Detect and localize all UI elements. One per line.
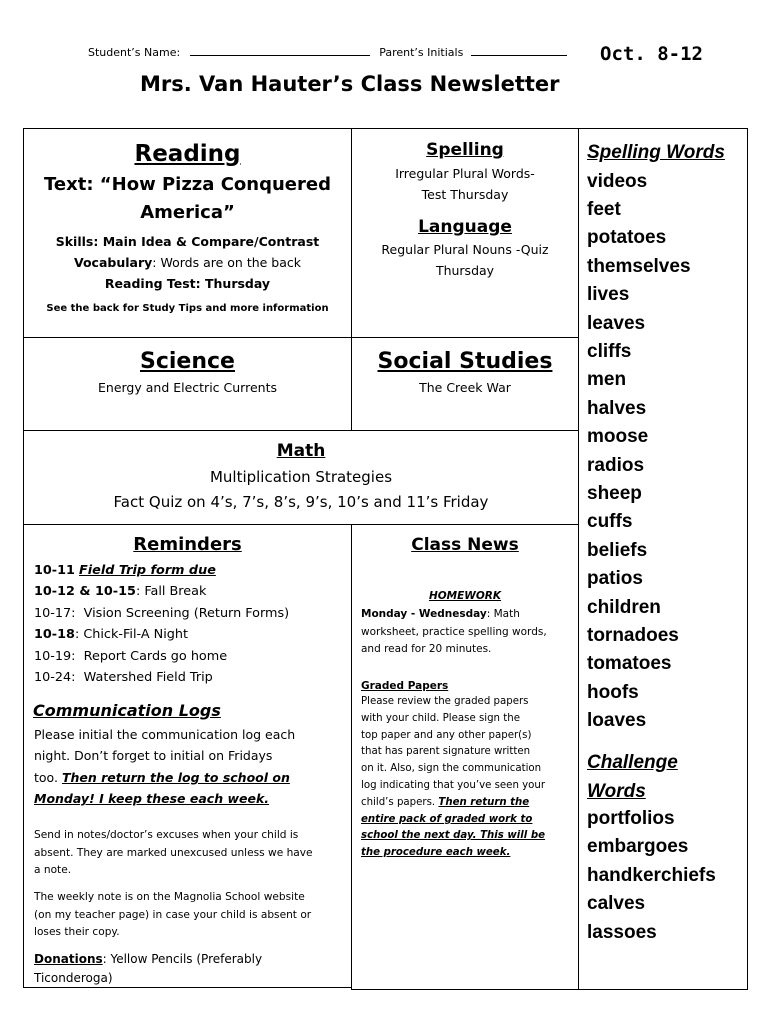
spelling-word: tomatoes — [587, 653, 672, 675]
reminder-item — [34, 624, 349, 645]
parent-initials-label: Parent’s Initials — [379, 46, 464, 59]
donations-line2: Ticonderoga) — [34, 971, 113, 985]
spelling-line2: Test Thursday — [421, 187, 509, 202]
student-name-label: Student’s Name: — [88, 46, 181, 59]
spelling-word: tornadoes — [587, 625, 679, 646]
graded-line: log indicating that you’ve seen your — [361, 779, 546, 791]
homework-line: worksheet, practice spelling words, — [361, 625, 547, 638]
math-heading: Math — [276, 441, 326, 461]
reminders-heading: Reminders — [133, 534, 242, 555]
graded-line — [361, 795, 575, 812]
reminder-text: Vision Screening (Return Forms) — [83, 605, 290, 621]
excuse-line: absent. They are marked unexcused unless we have — [34, 846, 313, 859]
reading-skills: Skills: Main Idea & Compare/Contrast — [55, 234, 320, 249]
challenge-word: lassoes — [587, 921, 657, 943]
reminder-text: : Chick-Fil-A Night — [74, 627, 189, 643]
spelling-word: feet — [587, 198, 621, 220]
challenge-word: calves — [587, 893, 646, 915]
homework-line — [361, 606, 575, 624]
reading-test: Reading Test: Thursday — [104, 276, 271, 291]
communication-logs-heading: Communication Logs — [33, 701, 221, 720]
graded-line: the procedure each week. — [361, 847, 511, 859]
spelling-heading: Spelling — [426, 140, 504, 160]
challenge-heading-line1: Challenge — [587, 752, 678, 773]
graded-line: with your child. Please sign the — [361, 712, 520, 724]
reminder-date: 10-19: — [34, 648, 76, 664]
reading-heading: Reading — [134, 141, 241, 167]
donations-text: : Yellow Pencils (Preferably — [102, 952, 263, 966]
social-studies-content — [351, 346, 579, 398]
vocabulary-label: Vocabulary — [73, 255, 153, 270]
challenge-word: handkerchiefs — [587, 864, 716, 886]
science-content — [23, 346, 352, 398]
graded-line-part: child’s papers. — [361, 796, 439, 808]
math-content — [23, 439, 579, 515]
challenge-word: embargoes — [587, 836, 689, 858]
challenge-words-heading — [587, 748, 678, 806]
student-name-row — [88, 46, 567, 59]
spelling-line1: Irregular Plural Words- — [395, 166, 535, 181]
graded-line: that has parent signature written — [361, 746, 531, 758]
homework-line-part: : Math — [486, 608, 520, 620]
graded-line: on it. Also, sign the communication — [361, 763, 542, 775]
language-heading: Language — [418, 217, 512, 237]
spelling-word: moose — [587, 426, 649, 448]
donations-line — [34, 950, 350, 969]
comm-line: Monday! I keep these each week. — [34, 791, 270, 807]
excuse-text — [34, 827, 350, 880]
donations — [34, 950, 350, 986]
weekly-note-text — [34, 889, 350, 942]
challenge-heading-line2: Words — [587, 781, 646, 802]
reminders-list — [34, 560, 349, 688]
spelling-word: lives — [587, 284, 630, 306]
reminder-item — [34, 581, 349, 602]
weekly-line: loses their copy. — [34, 926, 120, 938]
spelling-content — [351, 138, 579, 281]
homework-days: Monday - Wednesday — [361, 608, 487, 620]
spelling-word: cuffs — [587, 511, 633, 533]
reminder-text: : Fall Break — [135, 584, 207, 600]
donations-label: Donations — [34, 952, 103, 966]
challenge-word: portfolios — [587, 808, 675, 829]
spelling-word: children — [587, 596, 661, 618]
reminder-item — [34, 603, 349, 624]
spelling-word: potatoes — [587, 227, 667, 249]
spelling-word: halves — [587, 397, 647, 419]
reminder-text: Field Trip form due — [79, 563, 216, 578]
class-news-heading: Class News — [411, 535, 519, 555]
reading-content — [23, 138, 352, 317]
challenge-word-list — [587, 805, 716, 947]
science-text: Energy and Electric Currents — [98, 380, 277, 395]
graded-line: Please review the graded papers — [361, 696, 529, 707]
spelling-word: leaves — [587, 312, 646, 334]
homework-heading: HOMEWORK — [428, 590, 502, 602]
graded-line: school the next day. This will be — [361, 830, 546, 842]
spelling-word-list — [587, 168, 691, 736]
graded-papers-text — [361, 694, 575, 862]
spelling-word: beliefs — [587, 539, 648, 561]
reminder-date: 10-12 & 10-15 — [34, 584, 136, 600]
spelling-word: hoofs — [587, 681, 639, 703]
spelling-word: cliffs — [587, 340, 632, 362]
spelling-word: sheep — [587, 482, 642, 504]
math-line2: Fact Quiz on 4’s, 7’s, 8’s, 9’s, 10’s and 11’s Friday — [113, 493, 489, 511]
graded-line-emphasis: Then return the — [438, 796, 530, 808]
weekly-line: (on my teacher page) in case your child is absent or — [34, 908, 312, 921]
student-name-blank[interactable] — [190, 54, 370, 56]
reminder-date: 10-17: — [34, 605, 76, 621]
social-studies-text: The Creek War — [419, 380, 511, 395]
graded-line: top paper and any other paper(s) — [361, 729, 532, 741]
reminder-text: Watershed Field Trip — [83, 670, 213, 686]
spelling-word: men — [587, 369, 627, 391]
reading-text-line2: America” — [140, 202, 235, 223]
spelling-word: videos — [587, 170, 648, 192]
graded-line: entire pack of graded work to — [361, 813, 533, 825]
reading-text-line1: Text: “How Pizza Conquered — [44, 174, 331, 195]
communication-logs-text — [34, 724, 350, 810]
comm-line-part: too. — [34, 769, 62, 785]
comm-line — [34, 767, 350, 788]
reminder-date: 10-24: — [34, 670, 76, 686]
comm-line: Please initial the communication log each — [34, 727, 296, 742]
math-line1: Multiplication Strategies — [209, 468, 393, 486]
reminder-item — [34, 560, 349, 581]
reading-note: See the back for Study Tips and more information — [46, 303, 329, 314]
reminder-text: Report Cards go home — [83, 648, 228, 664]
date: Oct. 8-12 — [600, 43, 703, 65]
science-heading: Science — [140, 349, 235, 374]
language-line1: Regular Plural Nouns -Quiz — [381, 242, 549, 257]
parent-initials-blank[interactable] — [471, 54, 567, 56]
reminder-date: 10-18 — [34, 627, 75, 643]
reading-vocabulary — [23, 252, 352, 273]
comm-line-emphasis: Then return the log to school on — [61, 769, 290, 785]
spelling-word: patios — [587, 568, 643, 590]
spelling-word: loaves — [587, 710, 647, 732]
comm-line: night. Don’t forget to initial on Fridays — [34, 748, 273, 764]
weekly-line: The weekly note is on the Magnolia School website — [34, 891, 305, 903]
homework-line: and read for 20 minutes. — [361, 643, 492, 655]
excuse-line: a note. — [34, 864, 72, 876]
reminder-item — [34, 667, 349, 688]
vocabulary-text: : Words are on the back — [152, 255, 302, 270]
spelling-word: radios — [587, 454, 645, 476]
reminder-date: 10-11 — [34, 563, 75, 578]
graded-papers-heading: Graded Papers — [361, 680, 449, 692]
social-studies-heading: Social Studies — [377, 349, 553, 374]
language-line2: Thursday — [435, 263, 495, 278]
spelling-words-heading: Spelling Words — [587, 142, 725, 163]
excuse-line: Send in notes/doctor’s excuses when your child is — [34, 829, 299, 841]
reminder-item — [34, 646, 349, 667]
homework-text — [361, 606, 575, 659]
page-title: Mrs. Van Hauter’s Class Newsletter — [140, 72, 560, 96]
spelling-word: themselves — [587, 255, 691, 277]
